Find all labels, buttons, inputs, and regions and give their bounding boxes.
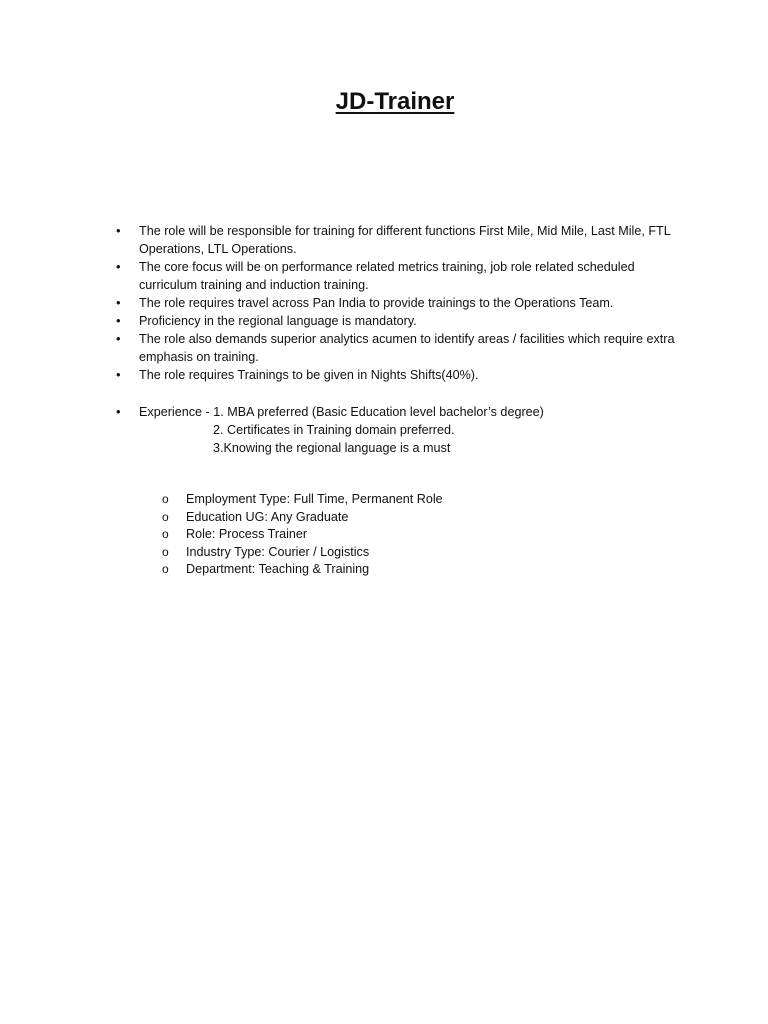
list-item: [116, 222, 676, 258]
bullet-marker: •: [116, 331, 121, 346]
list-item-text: The role requires Trainings to be given in Nights Shifts(40%).: [139, 368, 479, 382]
list-item: [116, 294, 676, 312]
detail-text: Role: Process Trainer: [186, 527, 308, 542]
list-item-text: The role also demands superior analytics acumen to identify areas / facilities which require extra emphasis on training.: [139, 332, 675, 364]
detail-text: Department: Teaching & Training: [186, 562, 370, 577]
list-item-text: The role will be responsible for training for different functions First Mile, Mid Mile, Last Mile, FTL Operations, LTL Operations.: [139, 224, 671, 256]
detail-text: Employment Type: Full Time, Permanent Role: [186, 492, 443, 506]
sub-bullet-marker: o: [162, 492, 169, 506]
list-item: [162, 561, 582, 579]
list-item: [116, 258, 676, 294]
list-item: [162, 509, 582, 527]
job-details-list: [162, 491, 582, 579]
detail-text: Industry Type: Courier / Logistics: [186, 544, 370, 559]
detail-text: Education UG: Any Graduate: [186, 509, 349, 524]
bullet-marker: •: [116, 223, 121, 238]
list-item: [116, 366, 676, 384]
page-title: JD-Trainer: [335, 88, 455, 115]
bullet-marker: •: [116, 367, 121, 382]
sub-bullet-marker: o: [162, 527, 169, 542]
list-item: [162, 491, 582, 509]
list-item-text: The role requires travel across Pan India to provide trainings to the Operations Team.: [139, 296, 614, 310]
list-item-text: The core focus will be on performance related metrics training, job role related scheduled curriculum training and induction training.: [139, 260, 635, 292]
sub-bullet-marker: o: [162, 562, 169, 577]
experience-line-1: Experience - 1. MBA preferred (Basic Education level bachelor’s degree): [139, 405, 544, 419]
experience-line-3: 3.Knowing the regional language is a must: [213, 441, 451, 455]
sub-bullet-marker: o: [162, 509, 169, 524]
sub-bullet-marker: o: [162, 544, 169, 559]
list-item: [116, 330, 676, 366]
bullet-marker: •: [116, 259, 121, 274]
responsibilities-list: [116, 222, 676, 384]
bullet-marker: •: [116, 313, 121, 328]
list-item: [162, 544, 582, 562]
experience-section: [116, 403, 676, 457]
experience-line-2: 2. Certificates in Training domain preferred.: [213, 423, 455, 437]
list-item: [162, 526, 582, 544]
bullet-marker: •: [116, 404, 121, 419]
bullet-marker: •: [116, 295, 121, 310]
list-item-text: Proficiency in the regional language is mandatory.: [139, 314, 417, 328]
list-item: [116, 312, 676, 330]
experience-row: [116, 403, 676, 421]
